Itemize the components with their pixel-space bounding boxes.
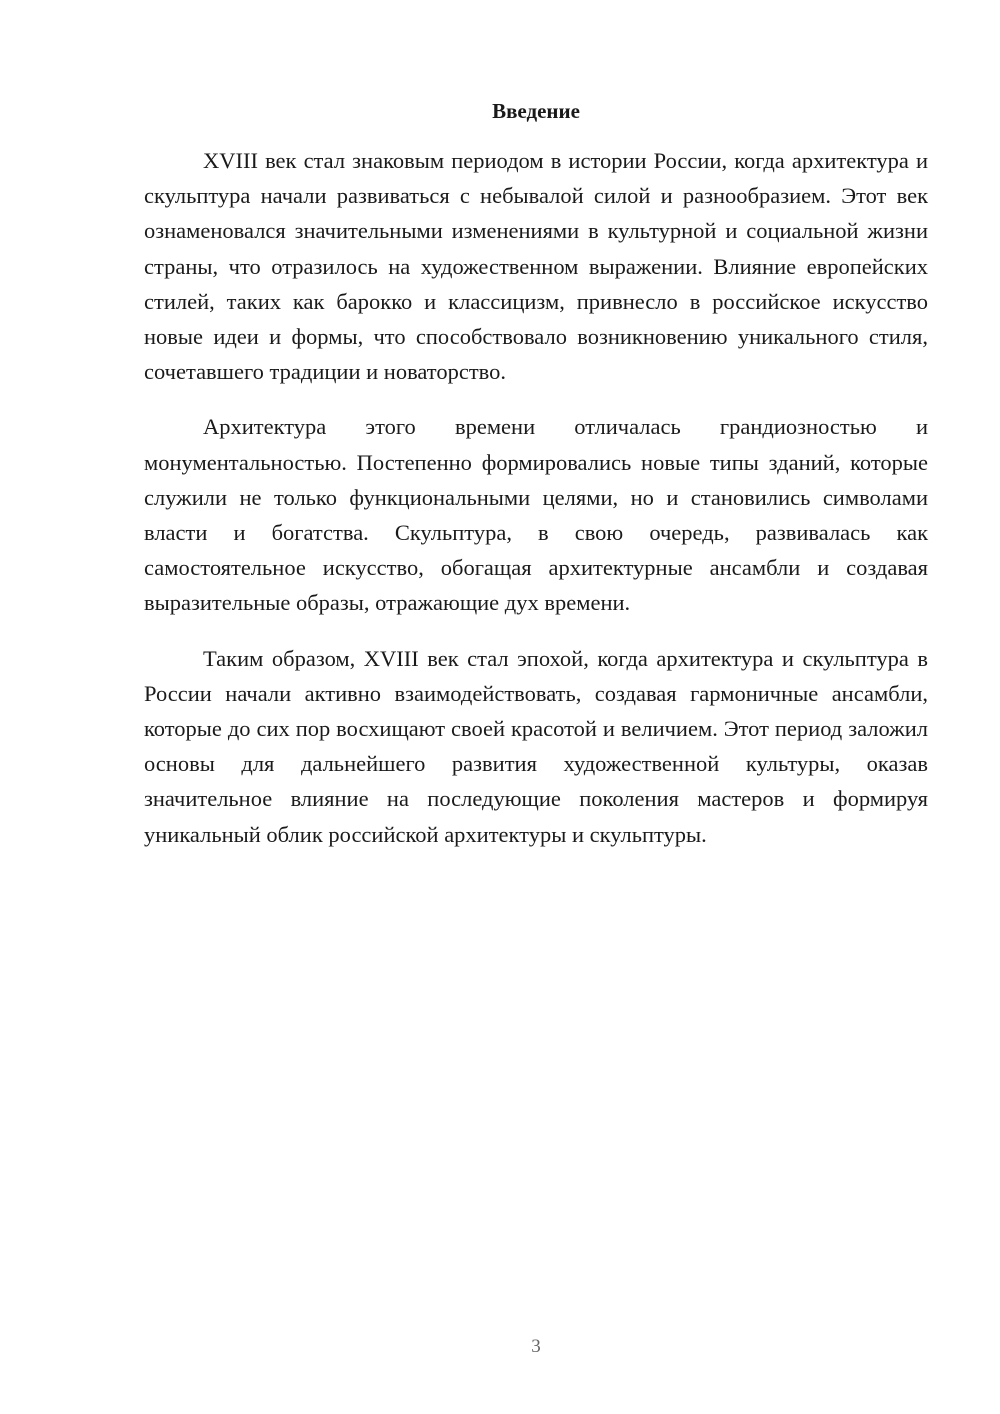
section-heading: Введение [492, 99, 580, 123]
paragraph: Таким образом, XVIII век стал эпохой, когда архитектура и скульптура в России начали активно взаимодействовать, создавая гармоничные ансамбли, которые до сих пор восхищают своей красотой и величием. Этот период заложил основы для дальнейшего развития художественной культуры, оказав значительное влияние на последующие поколения мастеров и формируя уникальный облик российской архитектуры и скульптуры. [144, 645, 928, 847]
paragraph: Архитектура этого времени отличалась грандиозностью и монументальностью. Постепенно формировались новые типы зданий, которые служили не только функциональными целями, но и становились символами власти и богатства. Скульптура, в свою очередь, развивалась как самостоятельное искусство, обогащая архитектурные ансамбли и создавая выразительные образы, отражающие дух времени. [144, 414, 928, 616]
page-number: 3 [531, 1336, 541, 1357]
body-text [144, 143, 928, 872]
paragraph: XVIII век стал знаковым периодом в истории России, когда архитектура и скульптура начали развиваться с небывалой силой и разнообразием. Этот век ознаменовался значительными изменениями в культурной и социальной жизни страны, что отразилось на художественном выражении. Влияние европейских стилей, таких как барокко и классицизм, привнесло в российское искусство новые идеи и формы, что способствовало возникновению уникального стиля, сочетавшего традиции и новаторство. [144, 148, 928, 385]
